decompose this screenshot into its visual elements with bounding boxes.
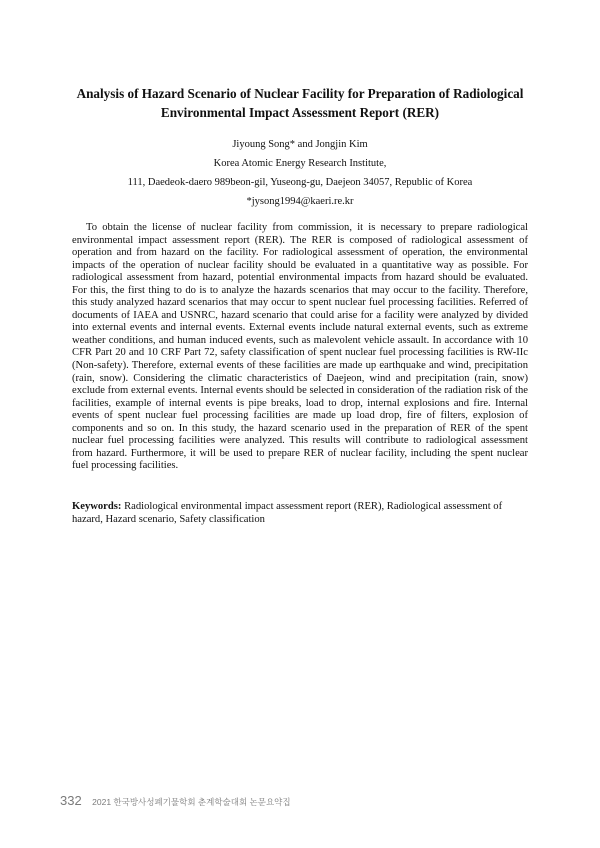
- conference-name: 2021 한국방사성폐기물학회 춘계학술대회 논문요약집: [92, 797, 291, 807]
- paper-title: Analysis of Hazard Scenario of Nuclear Facility for Preparation of Radiological Environmental Impact Assessment Report (RER): [76, 86, 524, 120]
- keywords-list: Radiological environmental impact assessment report (RER), Radiological assessment of hazard, Hazard scenario, Safety classification: [72, 501, 503, 526]
- keywords-label: Keywords:: [72, 501, 122, 512]
- page-number: 332: [60, 793, 82, 808]
- author-names: Jiyoung Song* and Jongjin Kim: [232, 139, 368, 150]
- abstract-text: To obtain the license of nuclear facility from commission, it is necessary to prepare radiological environmental impact assessment report (RER). The RER is composed of radiological assessment of operation and from hazard on the facility. For radiological assessment of operation, the environmental impacts of the operation of nuclear facility should be evaluated in a quantitative way as possible. For radiological assessment from hazard, potential environmental impacts from hazard should be evaluated. For this, the first thing to do is to analyze the hazards scenarios that may occur to the facility. Therefore, this study analyzed hazard scenarios that may occur to spent nuclear fuel processing facilities. Referred of documents of IAEA and USNRC, hazard scenario that could arise for a facility were analyzed by divided into external events and internal events. External events include natural external events, such as extreme weather conditions, and human induced events, such as malevolent vehicle assault. In accordance with 10 CFR Part 20 and 10 CRF Part 72, safety classification of spent nuclear fuel processing facilities is RW-IIc (Non-safety). Therefore, external events of these facilities are made up earthquake and wind, precipitation (rain, snow). Considering the climatic characteristics of Daejeon, wind and precipitation (rain, snow) exclude from external events. Internal events should be selected in consideration of the radiation risk of the facilities, example of internal events is pipe breaks, load to drop, internal explosions and fire. Internal events of spent nuclear fuel processing facilities are made up load drop, fire of filters, explosion of components and so on. In this study, the hazard scenario used in the preparation of RER of the spent nuclear fuel processing facilities were analyzed. This results will contribute to radiological assessment from hazard. Furthermore, it will be used to prepare RER of nuclear facility, including the spent nuclear fuel processing facilities.: [72, 222, 528, 472]
- affiliation: Korea Atomic Energy Research Institute,: [213, 158, 387, 169]
- page-footer: [60, 792, 291, 810]
- author-block: [60, 135, 540, 211]
- corresponding-email: *jysong1994@kaeri.re.kr: [246, 196, 354, 207]
- address: 111, Daedeok-daero 989beon-gil, Yuseong-gu, Daejeon 34057, Republic of Korea: [127, 177, 473, 188]
- keywords: [72, 500, 528, 526]
